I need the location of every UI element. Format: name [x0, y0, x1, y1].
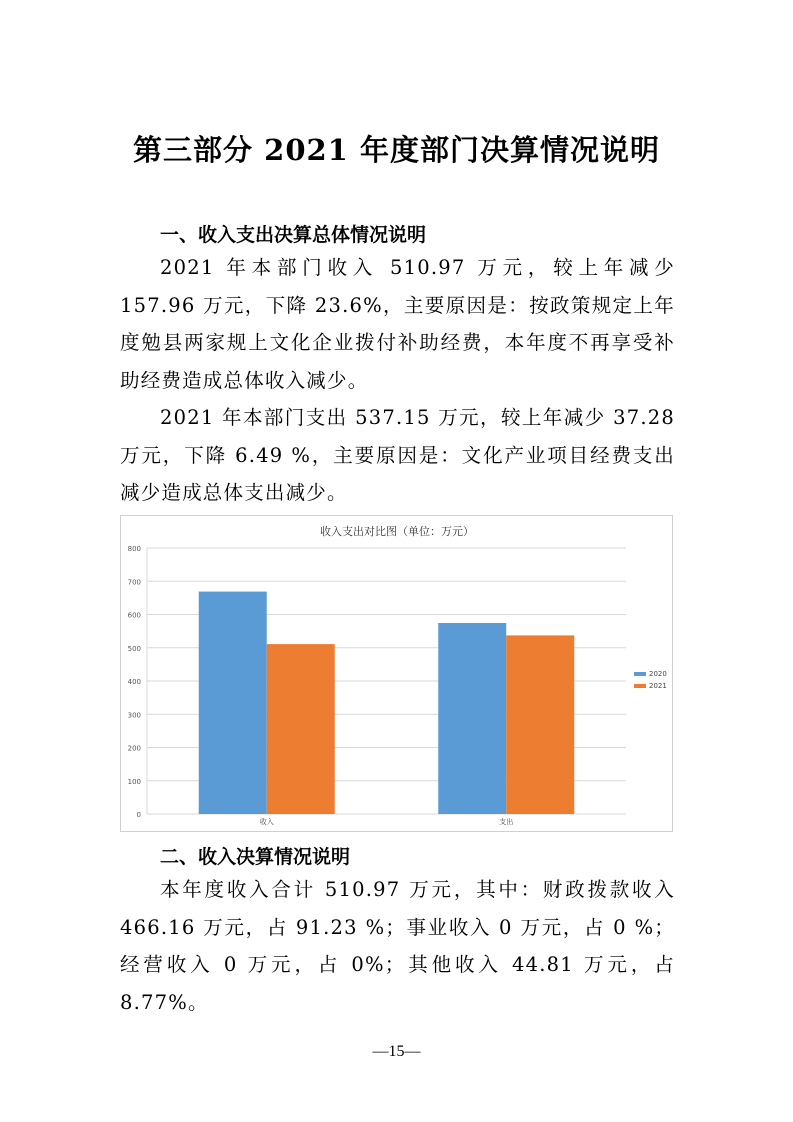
page-number: —15— [372, 1043, 421, 1060]
bar-2020-支出 [438, 623, 506, 814]
y-tick-label-400: 400 [127, 678, 141, 686]
page-title: 第三部分 2021 年度部门决算情况说明 [133, 133, 660, 167]
y-tick-label-800: 800 [127, 545, 141, 553]
legend-swatch-2020 [634, 672, 646, 676]
section2-paragraph-income: 本年度收入合计 510.97 万元，其中：财政拨款收入 466.16 万元，占 91.23 %；事业收入 0 万元，占 0 %；经营收入 0 万元，占 0%；其他收入 44.81 万元，占 8.77%。 [120, 878, 675, 1014]
legend-swatch-2021 [634, 684, 646, 688]
bar-2021-收入 [267, 644, 335, 814]
bar-2020-收入 [199, 592, 267, 814]
section1-paragraph-income: 2021 年本部门收入 510.97 万元，较上年减少 157.96 万元，下降 23.6%，主要原因是：按政策规定上年度勉县两家规上文化企业拨付补助经费，本年度不再享受补助经费造成总体收入减少。 [120, 256, 675, 392]
section1-heading: 一、收入支出决算总体情况说明 [160, 224, 427, 246]
income-expenditure-chart [120, 515, 673, 832]
y-tick-label-0: 0 [136, 811, 141, 819]
chart-svg [121, 516, 674, 833]
y-tick-label-100: 100 [127, 777, 141, 786]
section2-heading: 二、收入决算情况说明 [160, 846, 351, 868]
y-tick-label-700: 700 [127, 578, 141, 587]
legend-label-2021: 2021 [649, 682, 667, 690]
y-tick-label-200: 200 [127, 744, 141, 753]
section1-paragraph-expenditure: 2021 年本部门支出 537.15 万元，较上年减少 37.28 万元，下降 6.49 %，主要原因是：文化产业项目经费支出减少造成总体支出减少。 [120, 406, 675, 504]
y-tick-label-600: 600 [127, 611, 141, 620]
y-tick-label-500: 500 [127, 644, 141, 653]
bar-2021-支出 [506, 635, 574, 814]
y-tick-label-300: 300 [127, 711, 141, 720]
x-tick-label-支出: 支出 [499, 818, 514, 826]
chart-title: 收入支出对比图（单位：万元） [320, 525, 474, 538]
x-tick-label-收入: 收入 [259, 818, 274, 826]
legend-label-2020: 2020 [649, 670, 667, 678]
